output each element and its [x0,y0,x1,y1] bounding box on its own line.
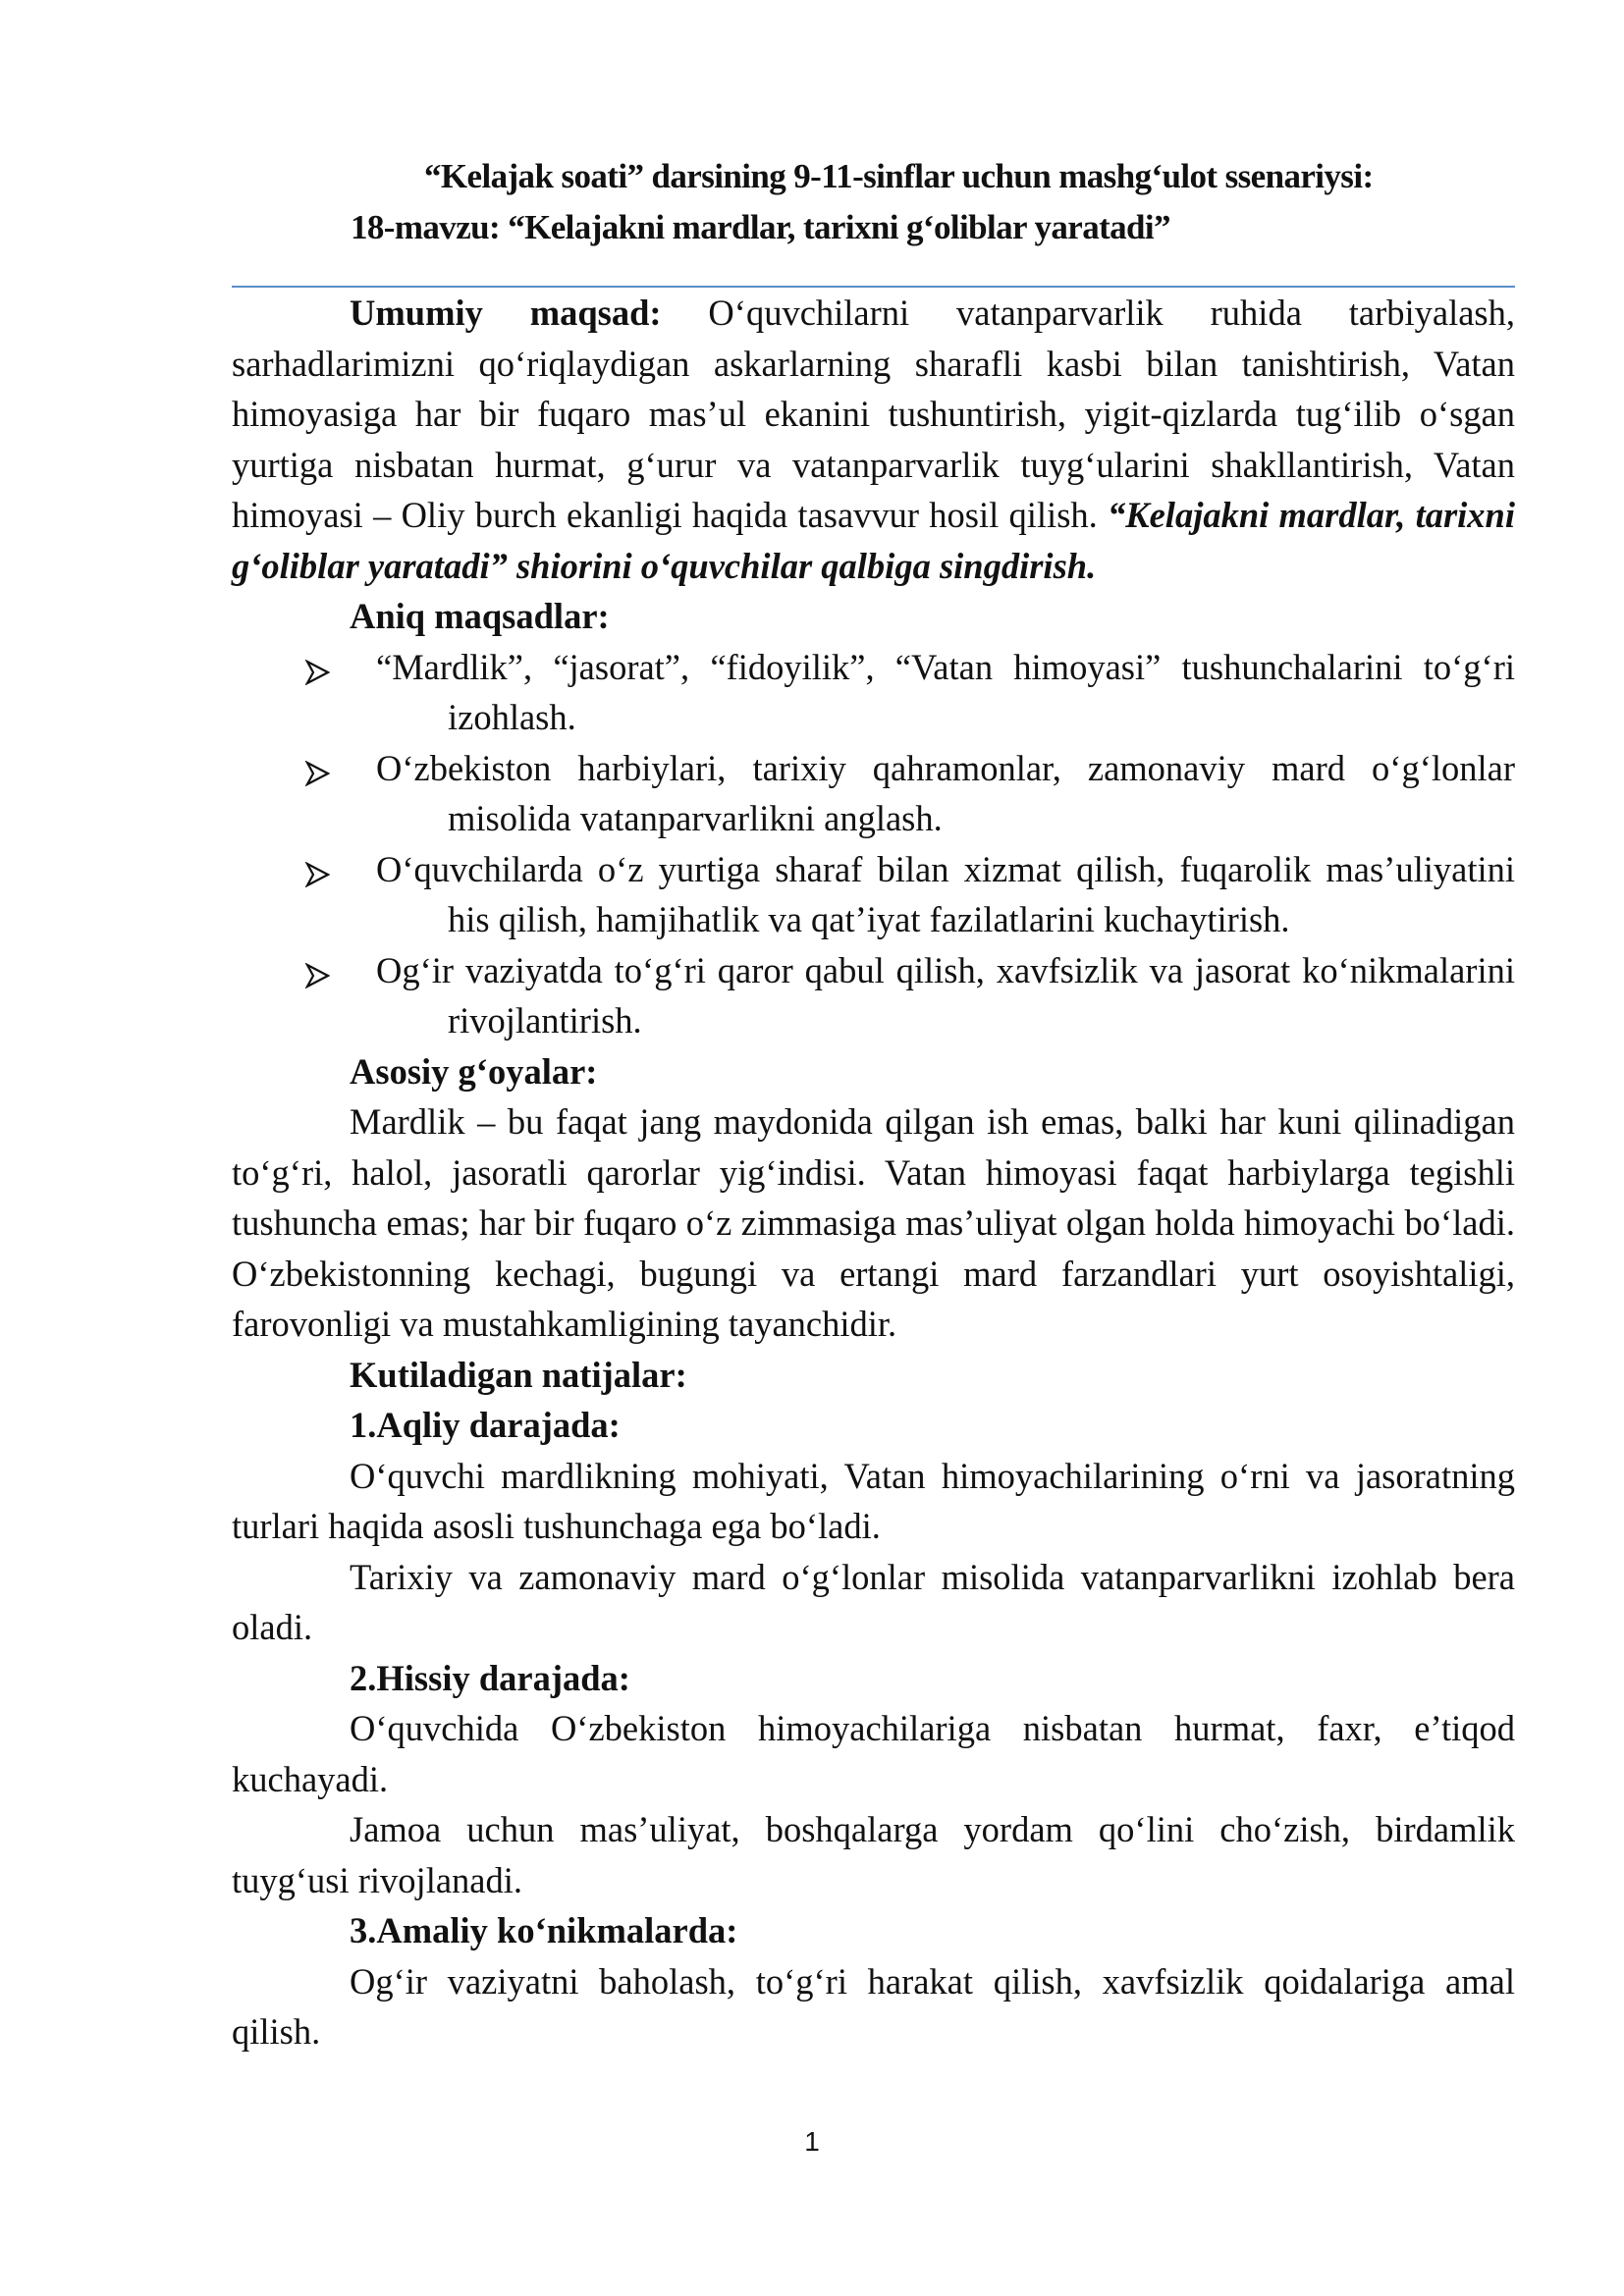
document-subtitle: 18-mavzu: “Kelajakni mardlar, tarixni g‘oliblar yaratadi” [351,208,1170,246]
page-number: 1 [804,2126,820,2157]
result-paragraph: O‘quvchida O‘zbekiston himoyachilariga nisbatan hurmat, faxr, e’tiqod kuchayadi. [232,1708,1515,1799]
general-goal-paragraph [232,288,1515,591]
general-goal-text: O‘quvchilarni vatanparvarlik ruhida tarbiyalash, sarhadlarimizni qo‘riqlaydigan askarlarning sharafli kasbi bilan tanishtirish, Vatan himoyasiga har bir fuqaro mas’ul ekanini tushuntirish, yigit-qizlarda tug‘ilib o‘sgan yurtiga nisbatan hurmat, g‘urur va vatanparvarlik tuyg‘ularini shakllantirish, Vatan himoyasi – Oliy burch ekanligi haqida tasavvur hosil qilish. [232,293,1515,535]
general-goal-label: Umumiy maqsad: [350,293,662,333]
list-item [232,743,1515,844]
document-title: “Kelajak soati” darsining 9-11-sinflar uchun mashg‘ulot ssenariysi: [424,157,1374,195]
section-title: Aqliy darajada: [376,1405,621,1445]
section-number: 1. [350,1405,377,1445]
result-section-heading [232,1905,1515,1956]
general-goal-slogan: “Kelajakni mardlar, tarixni g‘oliblar yaratadi” shiorini o‘quvchilar qalbiga singdirish. [232,495,1515,586]
list-item-text: “Mardlik”, “jasorat”, “fidoyilik”, “Vatan himoyasi” tushunchalarini to‘g‘ri izohlash. [376,646,1515,737]
result-section-heading [232,1653,1515,1704]
specific-goals-heading: Aniq maqsadlar: [350,596,610,636]
list-item [232,642,1515,743]
section-title: Amaliy ko‘nikmalarda: [376,1910,738,1950]
section-number: 2. [350,1657,377,1698]
list-item-text: O‘quvchilarda o‘z yurtiga sharaf bilan xizmat qilish, fuqarolik mas’uliyatini his qilish, hamjihatlik va qat’iyat fazilatlarini kuchaytirish. [376,848,1515,939]
expected-results-heading: Kutiladigan natijalar: [350,1354,687,1395]
section-title: Hissiy darajada: [376,1657,630,1698]
document-body [232,288,1515,2057]
result-paragraph: O‘quvchi mardlikning mohiyati, Vatan himoyachilarining o‘rni va jasoratning turlari haqida asosli tushunchaga ega bo‘ladi. [232,1455,1515,1546]
arrow-bullet-icon [304,945,353,996]
result-paragraph: Jamoa uchun mas’uliyat, boshqalarga yordam qo‘lini cho‘zish, birdamlik tuyg‘usi rivojlanadi. [232,1809,1515,1900]
list-item [232,945,1515,1046]
result-paragraph: Tarixiy va zamonaviy mard o‘g‘lonlar misolida vatanparvarlikni izohlab bera oladi. [232,1556,1515,1647]
list-item [232,844,1515,945]
section-number: 3. [350,1910,377,1950]
list-item-text: O‘zbekiston harbiylari, tarixiy qahramonlar, zamonaviy mard o‘g‘lonlar misolida vatanparvarlikni anglash. [376,747,1515,838]
specific-goals-list [232,642,1515,1046]
arrow-bullet-icon [304,743,353,794]
arrow-bullet-icon [304,844,353,895]
result-paragraph: Og‘ir vaziyatni baholash, to‘g‘ri harakat qilish, xavfsizlik qoidalariga amal qilish. [232,1960,1515,2052]
main-ideas-heading: Asosiy g‘oyalar: [350,1050,598,1092]
main-ideas-paragraph: Mardlik – bu faqat jang maydonida qilgan ish emas, balki har kuni qilinadigan to‘g‘ri, halol, jasoratli qarorlar yig‘indisi. Vatan himoyasi faqat harbiylarga tegishli tushuncha emas; har bir fuqaro o‘z zimmasiga mas’uliyat olgan holda himoyachi bo‘ladi. O‘zbekistonning kechagi, bugungi va ertangi mard farzandlari yurt osoyishtaligi, farovonligi va mustahkamligining tayanchidir. [232,1101,1515,1344]
list-item-text: Og‘ir vaziyatda to‘g‘ri qaror qabul qilish, xavfsizlik va jasorat ko‘nikmalarini rivojlantirish. [376,949,1515,1041]
result-section-heading [232,1400,1515,1451]
arrow-bullet-icon [304,642,353,693]
